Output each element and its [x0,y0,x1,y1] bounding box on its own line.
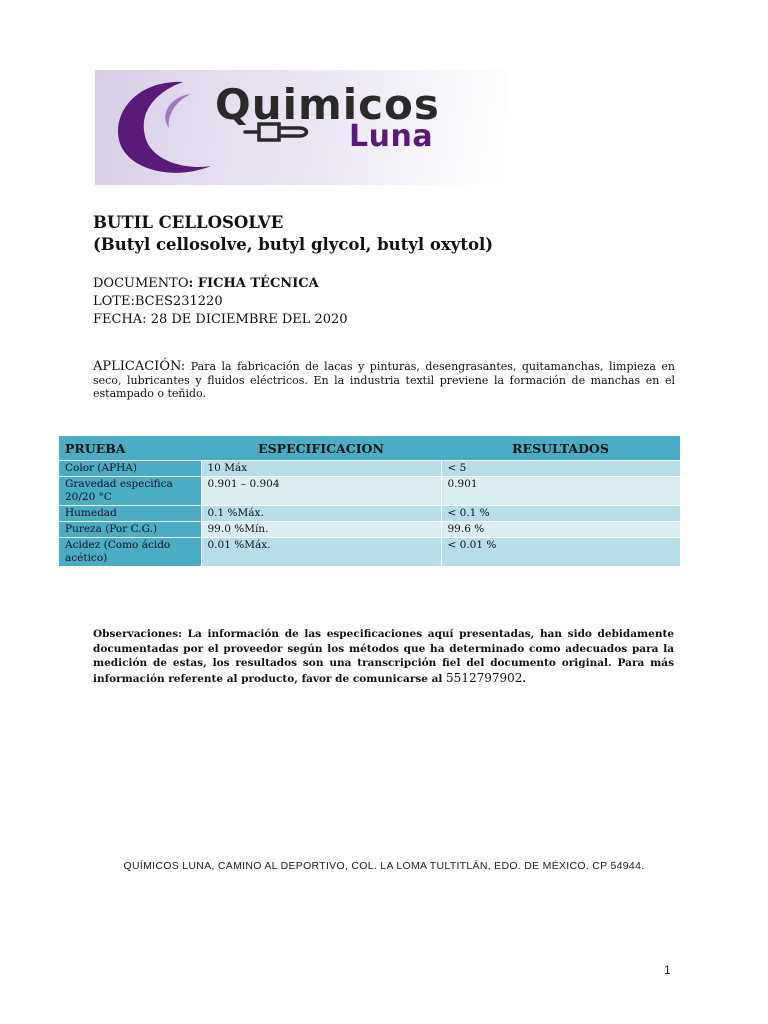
especificacion-cell: 0.901 – 0.904 [201,477,441,506]
prueba-cell: Pureza (Por C.G.) [59,522,201,538]
especificacion-cell: 0.1 %Máx. [201,506,441,522]
company-logo [95,70,507,185]
specifications-table [59,436,680,566]
lote-line: LOTE:BCES231220 [93,294,223,309]
especificacion-cell: 0.01 %Máx. [201,538,441,567]
resultado-cell: < 0.01 % [441,538,680,567]
prueba-cell: Color (APHA) [59,461,201,477]
table-header-row [59,436,680,461]
especificacion-cell: 10 Máx [201,461,441,477]
column-header-especificacion: ESPECIFICACION [201,436,441,461]
observaciones-end: . [522,672,527,685]
contact-phone: 5512797902 [446,670,523,685]
resultado-cell: < 0.1 % [441,506,680,522]
table-row [59,477,680,506]
column-header-prueba: PRUEBA [59,436,201,461]
aplicacion-text: Para la fabricación de lacas y pinturas, desengrasantes, quitamanchas, limpieza en seco, lubricantes y fluidos eléctricos. En la industria textil previene la formación de manchas en el estampado o teñido. [93,360,675,400]
fecha-line: FECHA: 28 DE DICIEMBRE DEL 2020 [93,312,348,327]
product-title: BUTIL CELLOSOLVE [93,213,284,232]
especificacion-cell: 99.0 %Mín. [201,522,441,538]
table-row [59,506,680,522]
resultado-cell: < 5 [441,461,680,477]
aplicacion-label: APLICACIÓN: [93,359,186,374]
table-row [59,538,680,567]
product-subtitle: (Butyl cellosolve, butyl glycol, butyl oxytol) [93,235,494,254]
documento-value: : FICHA TÉCNICA [188,276,319,291]
column-header-resultados: RESULTADOS [441,436,680,461]
table-row [59,461,680,477]
prueba-cell: Gravedad especifica 20/20 °C [59,477,201,506]
documento-label: DOCUMENTO [93,276,189,291]
document-meta [93,275,348,329]
observaciones-paragraph [93,627,674,686]
aplicacion-paragraph [93,360,675,401]
documento-line [93,275,348,293]
logo-wordmark-luna: Luna [349,119,434,154]
page-number: 1 [664,963,671,977]
table-row [59,522,680,538]
observaciones-text: Observaciones: La información de las especificaciones aquí presentadas, han sido debidamente documentadas por el proveedor según los métodos que ha determinado como adecuados para la medición de estas, los resultados son una transcripción fiel del documento original. Para más información referente al producto, favor de comunicarse al [93,628,674,685]
footer-address: QUÍMICOS LUNA, CAMINO AL DEPORTIVO, COL. LA LOMA TULTITLÁN, EDO. DE MÉXICO. CP 54944. [123,860,645,872]
prueba-cell: Humedad [59,506,201,522]
logo-wordmark-quimicos: Quimicos [215,80,440,129]
resultado-cell: 0.901 [441,477,680,506]
prueba-cell: Acidez (Como ácido acético) [59,538,201,567]
resultado-cell: 99.6 % [441,522,680,538]
